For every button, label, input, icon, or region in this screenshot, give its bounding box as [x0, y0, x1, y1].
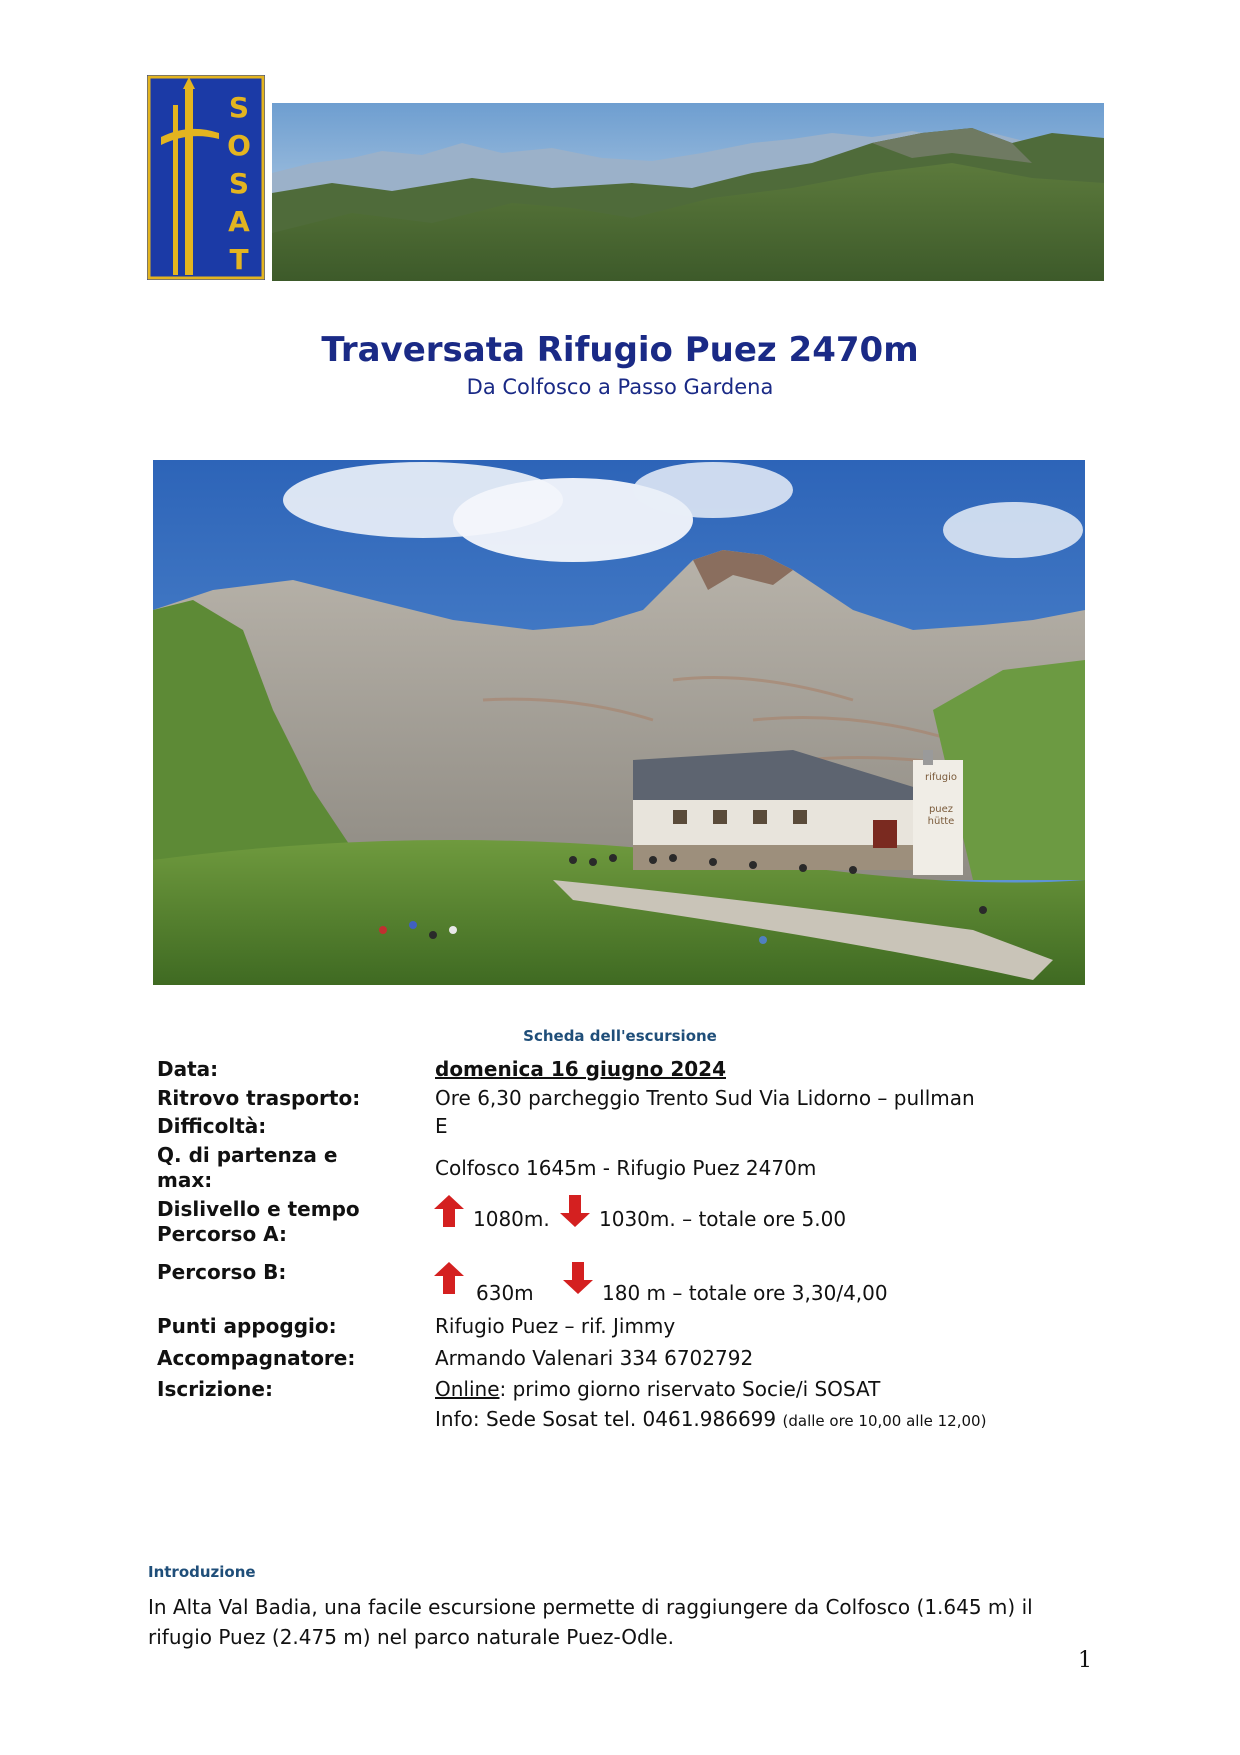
label-accompagnatore: Accompagnatore: — [157, 1346, 356, 1370]
svg-text:A: A — [228, 205, 250, 238]
label-ritrovo: Ritrovo trasporto: — [157, 1086, 361, 1110]
label-iscrizione: Iscrizione: — [157, 1377, 273, 1401]
hut-sign-text-2: puez — [928, 804, 954, 815]
svg-text:S: S — [228, 167, 250, 200]
scheda-heading: Scheda dell'escursione — [523, 1027, 717, 1045]
iscrizione-text: : primo giorno riservato Socie/i SOSAT — [499, 1377, 881, 1401]
label-quota-line2: max: — [157, 1168, 213, 1192]
mountain-banner-image — [272, 103, 1104, 281]
label-dislivello-line1: Dislivello e tempo — [157, 1197, 360, 1221]
arrow-down-icon — [560, 1195, 590, 1227]
value-percorso-a-up: 1080m. — [473, 1207, 550, 1231]
label-difficolta: Difficoltà: — [157, 1114, 267, 1138]
svg-text:S: S — [228, 91, 250, 124]
arrow-up-icon — [434, 1195, 464, 1227]
page-title: Traversata Rifugio Puez 2470m — [321, 330, 919, 370]
value-accompagnatore: Armando Valenari 334 6702792 — [435, 1346, 754, 1370]
info-text: Info: Sede Sosat tel. 0461.986699 — [435, 1407, 777, 1431]
value-quota: Colfosco 1645m - Rifugio Puez 2470m — [435, 1156, 817, 1180]
arrow-down-icon — [563, 1262, 593, 1294]
intro-paragraph: In Alta Val Badia, una facile escursione permette di raggiungere da Colfosco (1.645 m) il rifugio Puez (2.475 m) nel parco naturale Puez-Odle. — [148, 1595, 1033, 1649]
svg-text:T: T — [229, 243, 249, 276]
info-hours: (dalle ore 10,00 alle 12,00) — [782, 1412, 987, 1430]
label-percorso-b: Percorso B: — [157, 1260, 287, 1284]
intro-heading: Introduzione — [148, 1563, 256, 1581]
value-percorso-b-up: 630m — [476, 1281, 534, 1305]
label-quota-line1: Q. di partenza e — [157, 1143, 338, 1167]
value-data: domenica 16 giugno 2024 — [435, 1057, 726, 1081]
value-percorso-a-down: 1030m. – totale ore 5.00 — [599, 1207, 847, 1231]
value-percorso-b-down: 180 m – totale ore 3,30/4,00 — [602, 1281, 888, 1305]
value-iscrizione — [435, 1377, 880, 1401]
page-subtitle: Da Colfosco a Passo Gardena — [466, 375, 774, 399]
value-ritrovo: Ore 6,30 parcheggio Trento Sud Via Lidorno – pullman — [435, 1086, 975, 1110]
label-punti-appoggio: Punti appoggio: — [157, 1314, 337, 1338]
label-data: Data: — [157, 1057, 219, 1081]
hut-sign-text-3: hütte — [927, 816, 955, 827]
value-difficolta: E — [435, 1114, 448, 1138]
value-punti-appoggio: Rifugio Puez – rif. Jimmy — [435, 1314, 676, 1338]
page-number: 1 — [1078, 1648, 1092, 1673]
online-link[interactable]: Online — [435, 1377, 500, 1401]
svg-text:O: O — [227, 129, 251, 162]
sosat-logo — [147, 75, 265, 280]
value-info — [435, 1407, 986, 1433]
hut-sign-text-1: rifugio — [925, 772, 957, 783]
arrow-up-icon — [434, 1262, 464, 1294]
label-dislivello-line2: Percorso A: — [157, 1222, 287, 1246]
rifugio-puez-photo — [153, 460, 1085, 985]
